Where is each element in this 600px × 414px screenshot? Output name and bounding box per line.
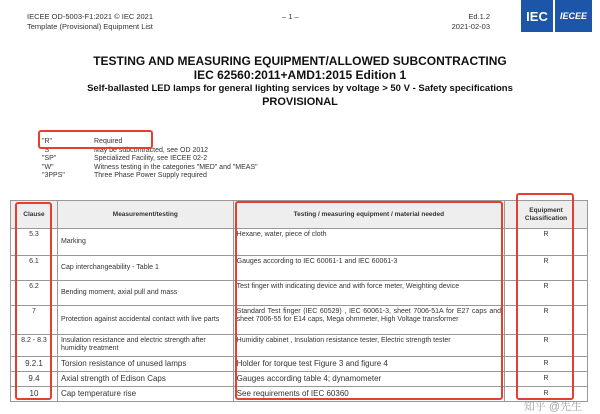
template-name: Template (Provisional) Equipment List [27,22,153,31]
title-subtitle: Self-ballasted LED lamps for general lighting services by voltage > 50 V - Safety specifications [87,83,513,94]
equipment-cell: Test finger with indicating device and with force meter, Weighting device [233,281,504,306]
highlight-classification-column [516,193,574,400]
clause-cell: 10 [11,386,58,401]
equipment-cell: Hexane, water, piece of cloth [233,229,504,256]
equipment-cell: Standard Test finger (IEC 60529) , IEC 60061-3, sheet 7006-51A for E27 caps and sheet 7006-55 for E14 caps, Mega ohmmeter, High Voltage transformer [233,306,504,335]
iecee-logo-text: IECEE [555,0,592,32]
header-clause: Clause [11,201,58,229]
legend-desc: Three Phase Power Supply required [94,172,207,180]
clause-cell: 6.2 [11,281,58,306]
legend-desc: May be subcontracted, see OD 2012 [94,146,209,154]
title-line2: IEC 62560:2011+AMD1:2015 Edition 1 [193,68,407,82]
legend-item [42,155,258,164]
classification-cell: R [505,386,588,401]
measurement-cell: Protection against accidental contact with live parts [57,306,233,335]
clause-cell: 7 [11,306,58,335]
doc-id: IECEE OD-5003-F1:2021 © IEC 2021 [27,12,154,21]
watermark: 知乎 @先生 [523,401,582,413]
iec-logo-text: IEC [521,0,553,32]
title-provisional: PROVISIONAL [262,96,338,108]
iec-logo [521,0,592,32]
clause-cell: 8.2 - 8.3 [11,335,58,357]
measurement-cell: Bending moment, axial pull and mass [57,281,233,306]
legend-code: "SP" [42,155,57,163]
header-measurement: Measurement/testing [57,201,233,229]
highlight-equipment-column [235,201,503,400]
clause-cell: 9.2.1 [11,356,58,371]
classification-cell: R [505,281,588,306]
edition: Ed.1.2 [468,12,490,21]
title-line1: TESTING AND MEASURING EQUIPMENT/ALLOWED SUBCONTRACTING [93,54,507,68]
legend-code: "3PPS" [42,172,65,180]
doc-header-left [27,12,153,32]
measurement-cell: Cap temperature rise [57,386,233,401]
highlight-clause-column [15,202,52,400]
legend-code: "S" [42,146,52,154]
measurement-cell: Cap interchangeability - Table 1 [57,256,233,281]
legend-item [42,164,258,173]
legend-desc: Required [94,138,123,145]
equipment-cell: Humidity cabinet , Insulation resistance tester, Electric strength tester [233,335,504,357]
equipment-cell: Gauges according to IEC 60061-1 and IEC 60061-3 [233,256,504,281]
equipment-cell: Holder for torque test Figure 3 and figure 4 [233,356,504,371]
header-classification: Equipment Classification [505,201,588,229]
page-number: – 1 – [282,12,299,21]
legend-desc: Specialized Facility, see IECEE 02-2 [94,155,208,163]
legend-desc: Witness testing in the categories "MED" and "MEAS" [94,163,258,171]
legend-code: "W" [42,163,54,171]
measurement-cell: Insulation resistance and electric strength after humidity treatment [57,335,233,357]
classification-cell: R [505,306,588,335]
legend-item [42,172,258,181]
classification-cell: R [505,335,588,357]
legend-code: "R" [42,138,53,145]
measurement-cell: Axial strength of Edison Caps [57,371,233,386]
measurement-cell: Torsion resistance of unused lamps [57,356,233,371]
highlight-legend-r [38,130,153,149]
classification-cell: R [505,256,588,281]
doc-header-right [440,12,490,32]
clause-cell: 5.3 [11,229,58,256]
classification-cell: R [505,371,588,386]
clause-cell: 6.1 [11,256,58,281]
classification-cell: R [505,229,588,256]
equipment-cell: Gauges according table 4; dynamometer [233,371,504,386]
clause-cell: 9.4 [11,371,58,386]
header-equipment: Testing / measuring equipment / material needed [233,201,504,229]
equipment-cell: See requirements of IEC 60360 [233,386,504,401]
measurement-cell: Marking [57,229,233,256]
date: 2021-02-03 [451,22,490,31]
classification-cell: R [505,356,588,371]
